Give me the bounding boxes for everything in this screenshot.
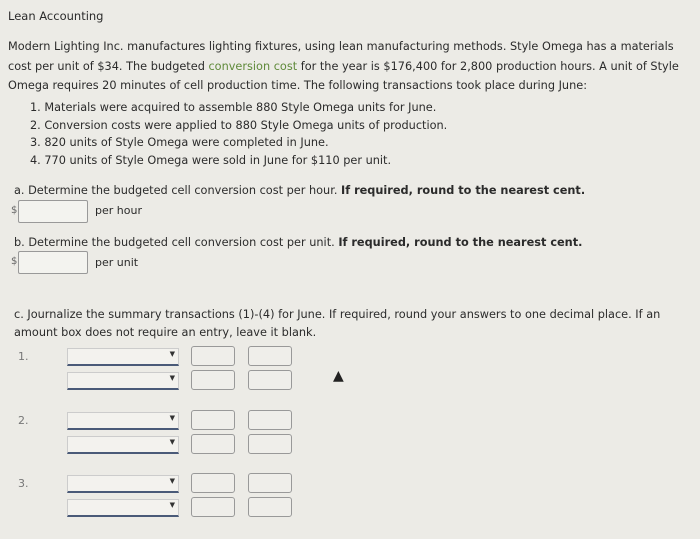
debit-amount-input[interactable] bbox=[191, 346, 235, 366]
question-b-instruction: If required, round to the nearest cent. bbox=[338, 236, 583, 249]
debit-amount-input[interactable] bbox=[191, 410, 235, 430]
account-select[interactable] bbox=[67, 436, 179, 454]
entry-number: 2. bbox=[18, 414, 29, 427]
conversion-cost-link[interactable]: conversion cost bbox=[208, 59, 298, 73]
chevron-down-icon: ▼ bbox=[169, 414, 175, 422]
cost-per-hour-input[interactable] bbox=[18, 200, 88, 223]
intro-text-1: Modern Lighting Inc. manufactures lighting fixtures, using lean manufacturing methods. Style Omega has a materials cost per unit of $34. The budgeted bbox=[8, 40, 674, 73]
transaction-item: 2. Conversion costs were applied to 880 Style Omega units of production. bbox=[30, 118, 448, 132]
credit-amount-input[interactable] bbox=[248, 370, 292, 390]
credit-amount-input[interactable] bbox=[248, 497, 292, 517]
debit-amount-input[interactable] bbox=[191, 473, 235, 493]
account-select[interactable] bbox=[67, 475, 179, 493]
credit-amount-input[interactable] bbox=[248, 434, 292, 454]
account-select[interactable] bbox=[67, 499, 179, 517]
credit-amount-input[interactable] bbox=[248, 473, 292, 493]
chevron-down-icon: ▼ bbox=[169, 350, 175, 358]
currency-symbol: $ bbox=[11, 205, 18, 216]
debit-amount-input[interactable] bbox=[191, 434, 235, 454]
problem-text bbox=[8, 37, 698, 96]
transaction-item: 3. 820 units of Style Omega were completed in June. bbox=[30, 136, 329, 149]
entry-number: 3. bbox=[18, 477, 29, 490]
intro-text-2: for the year is $176,400 for 2,800 production hours. A unit of Style Omega requires 20 minutes of cell production time. The following transactions took place during June: bbox=[8, 59, 679, 93]
chevron-down-icon: ▼ bbox=[169, 438, 175, 446]
account-select[interactable] bbox=[67, 372, 179, 390]
debit-amount-input[interactable] bbox=[191, 497, 235, 517]
question-a bbox=[14, 184, 585, 197]
question-c: c. Journalize the summary transactions (1)-(4) for June. If required, round your answers to one decimal place. If an amount box does not require an entry, leave it blank. bbox=[14, 308, 661, 339]
chevron-down-icon: ▼ bbox=[169, 374, 175, 382]
transaction-item: 4. 770 units of Style Omega were sold in June for $110 per unit. bbox=[30, 153, 392, 167]
credit-amount-input[interactable] bbox=[248, 346, 292, 366]
cost-per-unit-input[interactable] bbox=[18, 251, 88, 274]
page-title: Lean Accounting bbox=[8, 9, 104, 23]
question-b-text: b. Determine the budgeted cell conversion cost per unit. bbox=[14, 236, 339, 249]
question-a-text: a. Determine the budgeted cell conversion cost per hour. bbox=[14, 184, 342, 197]
per-hour-label: per hour bbox=[95, 204, 142, 217]
debit-amount-input[interactable] bbox=[191, 370, 235, 390]
chevron-down-icon: ▼ bbox=[169, 501, 175, 509]
per-unit-label: per unit bbox=[95, 256, 139, 269]
credit-amount-input[interactable] bbox=[248, 410, 292, 430]
chevron-down-icon: ▼ bbox=[169, 477, 175, 485]
account-select[interactable] bbox=[67, 348, 179, 366]
account-select[interactable] bbox=[67, 412, 179, 430]
transaction-item: 1. Materials were acquired to assemble 880 Style Omega units for June. bbox=[30, 101, 437, 114]
transaction-list bbox=[14, 99, 447, 169]
mouse-cursor-icon: ▲ bbox=[333, 368, 344, 384]
question-a-instruction: If required, round to the nearest cent. bbox=[341, 184, 586, 197]
currency-symbol: $ bbox=[11, 256, 18, 267]
entry-number: 1. bbox=[18, 350, 29, 363]
question-b bbox=[14, 236, 582, 249]
